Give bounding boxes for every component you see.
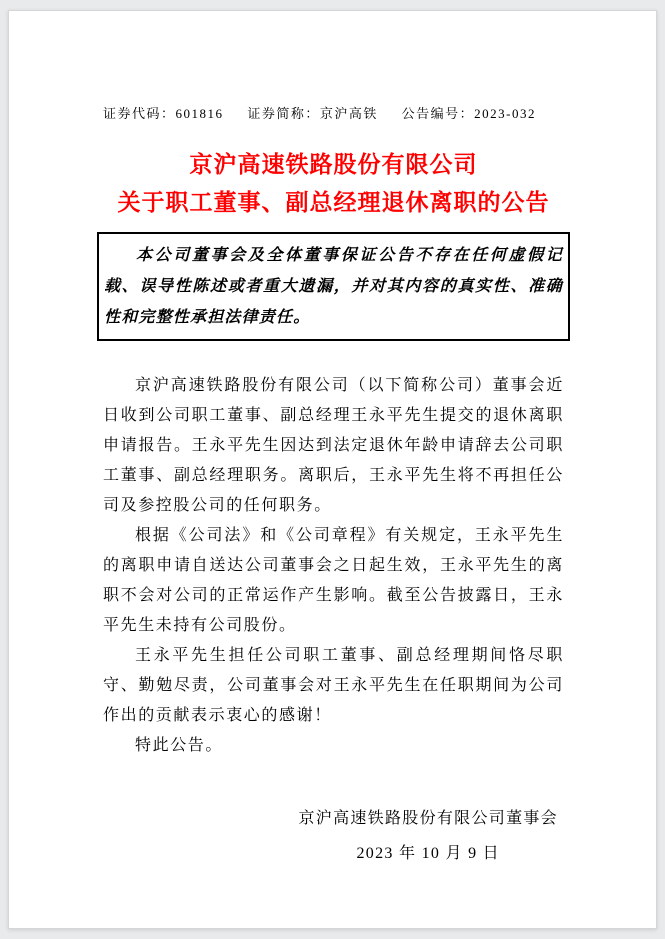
body-paragraph-1: 京沪高速铁路股份有限公司（以下简称公司）董事会近日收到公司职工董事、副总经理王永平先生提交的退休离职申请报告。王永平先生因达到法定退休年龄申请辞去公司职工董事、副总经理职务。离职后，王永平先生将不再担任公司及参控股公司的任何职务。 xyxy=(103,377,564,514)
body-paragraph-2: 根据《公司法》和《公司章程》有关规定，王永平先生的离职申请自送达公司董事会之日起生效，王永平先生的离职不会对公司的正常运作产生影响。截至公告披露日，王永平先生未持有公司股份。 xyxy=(103,527,564,634)
announcement-number: 公告编号：2023-032 xyxy=(401,106,536,121)
disclaimer-text: 本公司董事会及全体董事保证公告不存在任何虚假记载、误导性陈述或者重大遗漏，并对其内容的真实性、准确性和完整性承担法律责任。 xyxy=(104,247,563,326)
document-page xyxy=(8,10,657,929)
signature-inner xyxy=(298,801,558,871)
closing-line: 特此公告。 xyxy=(135,737,224,754)
announcement-body xyxy=(103,371,564,761)
signature-date: 2023 年 10 月 9 日 xyxy=(356,845,500,862)
title-line-1: 京沪高速铁路股份有限公司 xyxy=(189,152,478,177)
signature-company: 京沪高速铁路股份有限公司董事会 xyxy=(298,810,558,827)
announcement-title xyxy=(103,146,564,222)
announcement-meta-row xyxy=(103,104,564,124)
title-line-2: 关于职工董事、副总经理退休离职的公告 xyxy=(117,190,550,215)
disclaimer-box xyxy=(97,232,570,341)
stock-short-name: 证券简称：京沪高铁 xyxy=(247,106,378,121)
signature-block xyxy=(103,801,558,871)
stock-code: 证券代码：601816 xyxy=(103,106,224,121)
body-paragraph-3: 王永平先生担任公司职工董事、副总经理期间恪尽职守、勤勉尽责，公司董事会对王永平先生在任职期间为公司作出的贡献表示衷心的感谢！ xyxy=(103,647,564,724)
